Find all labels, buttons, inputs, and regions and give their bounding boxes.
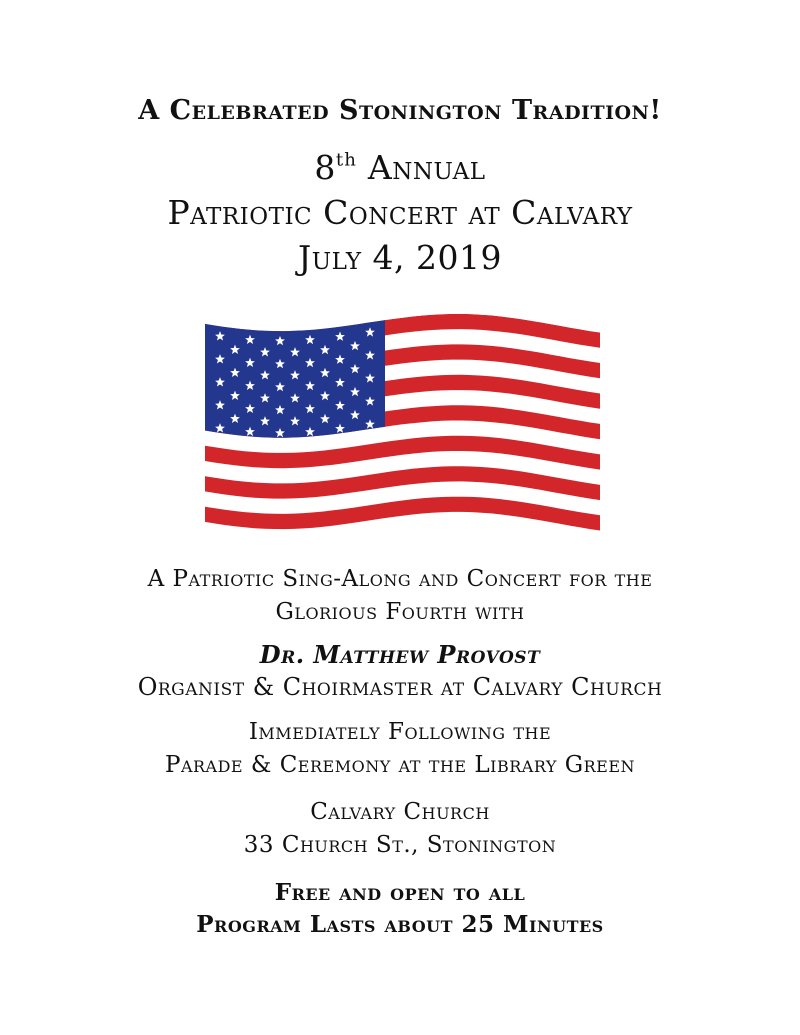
edition-line: [0, 148, 800, 187]
venue-address: 33 Church St., Stonington: [243, 832, 557, 858]
event-title: Patriotic Concert at Calvary: [167, 193, 633, 232]
program-duration: Program Lasts about 25 Minutes: [196, 911, 604, 938]
description-line-2: Glorious Fourth with: [275, 599, 525, 625]
admission-note: Free and open to all: [274, 879, 526, 906]
description-line-1: A Patriotic Sing-Along and Concert for the: [147, 566, 653, 592]
timing-line-1: Immediately Following the: [248, 719, 552, 745]
event-date: July 4, 2019: [297, 238, 503, 277]
timing-line-2: Parade & Ceremony at the Library Green: [164, 752, 636, 778]
edition-number: 8: [314, 148, 336, 187]
american-flag-icon: [200, 292, 610, 557]
venue-name: Calvary Church: [310, 799, 490, 825]
edition-word: Annual: [367, 148, 486, 187]
performer-role: Organist & Choirmaster at Calvary Church: [137, 673, 663, 701]
tagline: A Celebrated Stonington Tradition!: [138, 95, 662, 126]
performer-name: Dr. Matthew Provost: [259, 640, 541, 669]
edition-suffix: th: [335, 149, 357, 171]
